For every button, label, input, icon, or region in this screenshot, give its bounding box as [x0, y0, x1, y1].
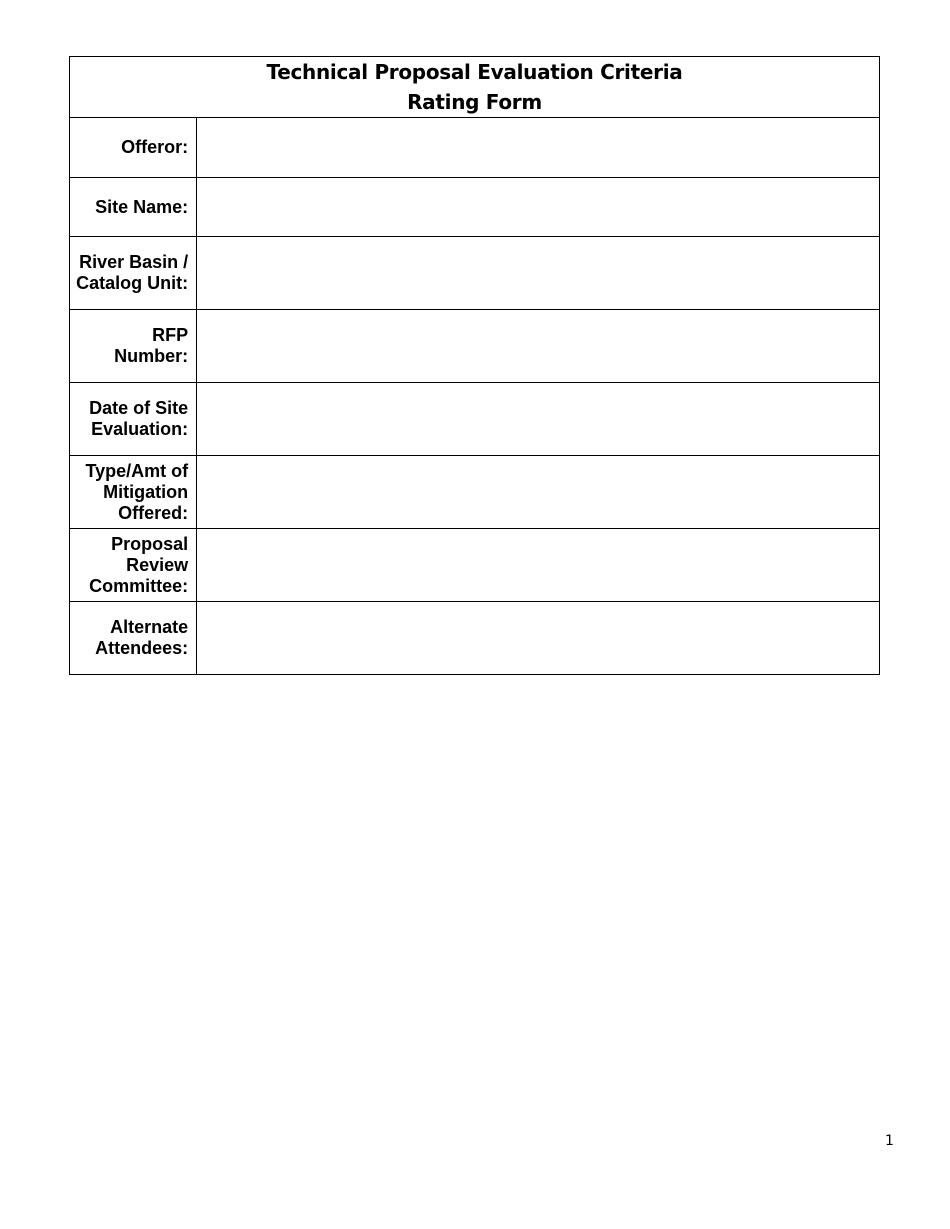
alternate-attendees-field[interactable]	[197, 602, 880, 675]
offeror-label: Offeror:	[70, 118, 197, 178]
mitigation-offered-row	[70, 456, 880, 529]
mitigation-offered-label: Type/Amt of Mitigation Offered:	[70, 456, 197, 529]
river-basin-row	[70, 237, 880, 310]
alternate-attendees-row	[70, 602, 880, 675]
site-name-row	[70, 178, 880, 237]
rfp-number-row	[70, 310, 880, 383]
rfp-number-field[interactable]	[197, 310, 880, 383]
river-basin-field[interactable]	[197, 237, 880, 310]
page-number: 1	[885, 1133, 894, 1149]
review-committee-label: Proposal Review Committee:	[70, 529, 197, 602]
site-evaluation-date-row	[70, 383, 880, 456]
site-evaluation-date-label: Date of Site Evaluation:	[70, 383, 197, 456]
rfp-number-label: RFP Number:	[70, 310, 197, 383]
offeror-field[interactable]	[197, 118, 880, 178]
offeror-row	[70, 118, 880, 178]
site-name-field[interactable]	[197, 178, 880, 237]
river-basin-label: River Basin / Catalog Unit:	[70, 237, 197, 310]
form-title-line-1: Technical Proposal Evaluation Criteria	[266, 60, 683, 84]
form-header-row	[70, 57, 880, 118]
form-title-line-2: Rating Form	[407, 90, 542, 114]
form-title	[70, 57, 880, 118]
rating-form-table	[69, 56, 880, 675]
site-name-label: Site Name:	[70, 178, 197, 237]
review-committee-field[interactable]	[197, 529, 880, 602]
mitigation-offered-field[interactable]	[197, 456, 880, 529]
alternate-attendees-label: Alternate Attendees:	[70, 602, 197, 675]
review-committee-row	[70, 529, 880, 602]
site-evaluation-date-field[interactable]	[197, 383, 880, 456]
